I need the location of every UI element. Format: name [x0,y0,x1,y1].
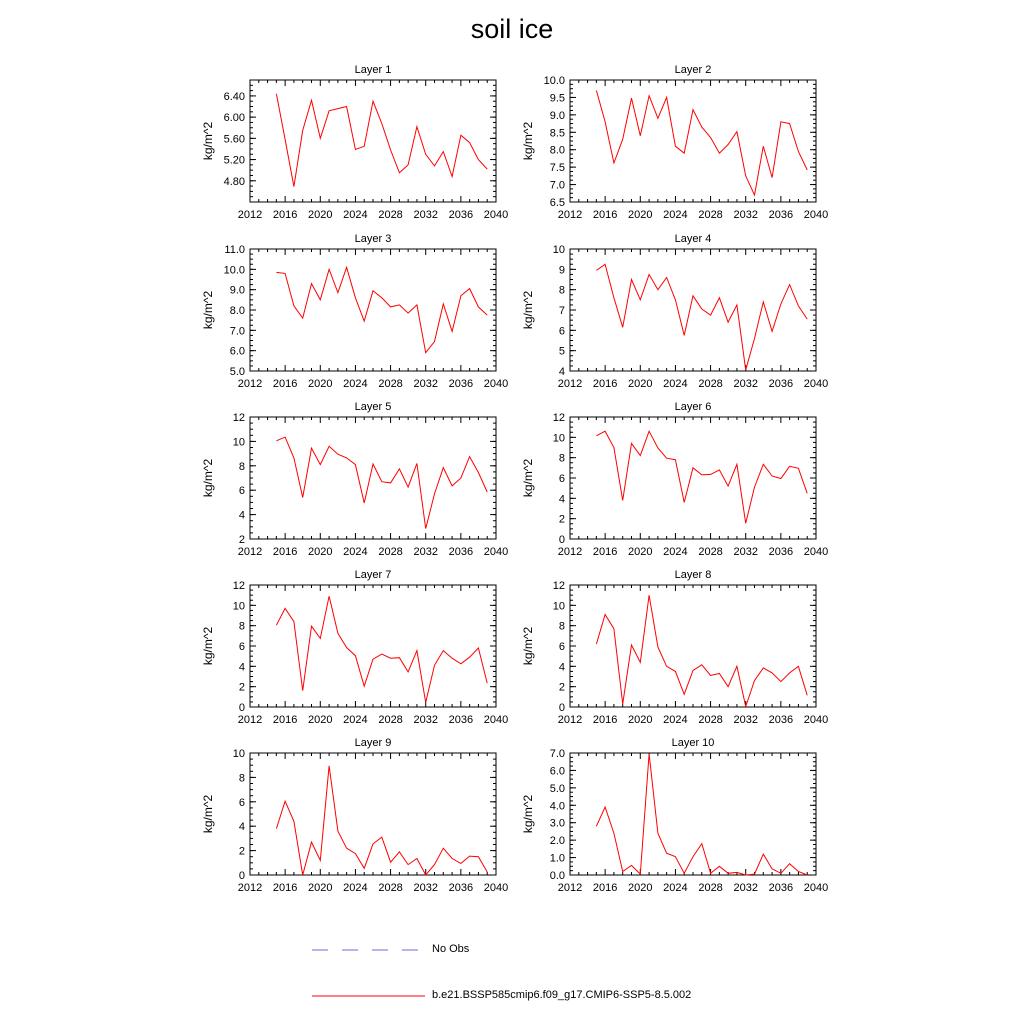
layer-8-series-line [596,595,807,706]
layer-4-xtick-label: 2024 [663,378,688,390]
layer-4-xtick-label: 2040 [803,378,829,390]
layer-2-ylabel: kg/m^2 [521,121,535,161]
layer-1-panel [201,64,508,221]
layer-8-ytick-label: 4 [558,661,565,674]
layer-10-xtick-label: 2036 [768,882,794,894]
layer-1-xtick-label: 2020 [308,209,333,221]
layer-3-xtick-label: 2012 [237,378,263,390]
layer-3-ytick-label: 8.0 [229,305,245,317]
layer-1-ytick-label: 5.60 [223,133,245,146]
layer-5-xtick-label: 2016 [272,546,298,558]
layer-6-xtick-label: 2024 [663,546,688,558]
layer-9-ylabel: kg/m^2 [201,794,215,834]
layer-1-series-line [276,94,487,187]
layer-8-title: Layer 8 [674,569,712,581]
layer-5-ylabel: kg/m^2 [201,458,215,498]
layer-10-panel [521,737,828,894]
layer-2-xtick-label: 2020 [628,209,653,221]
layer-2-title: Layer 2 [674,64,712,76]
layer-4-panel [521,233,828,390]
legend-no-obs [0,940,1024,960]
layer-1-xtick-label: 2028 [378,209,403,221]
layer-4-xtick-label: 2032 [733,378,758,390]
layer-7-ytick-label: 4 [238,661,245,674]
layer-10-ytick-label: 6.0 [549,765,565,778]
layer-3-ylabel: kg/m^2 [201,290,215,330]
layer-4-title: Layer 4 [674,233,712,245]
layer-3-ytick-label: 10.0 [223,264,245,277]
layer-7-xtick-label: 2028 [378,714,403,726]
layer-3-series-line [276,267,487,352]
layer-6-ytick-label: 4 [558,493,565,506]
layer-6-xtick-label: 2040 [803,546,829,558]
layer-5-title: Layer 5 [354,401,392,413]
layer-7-xtick-label: 2016 [272,714,298,726]
layer-10-ytick-label: 4.0 [549,800,565,813]
layer-9-xtick-label: 2020 [308,882,333,894]
layer-4-xtick-label: 2020 [628,378,653,390]
layer-7-xtick-label: 2024 [343,714,368,726]
layer-3-panel [201,233,508,390]
layer-9-ytick-label: 10 [232,748,245,760]
layer-2-ytick-label: 8.0 [549,144,565,157]
layer-4-ytick-label: 9 [558,264,565,277]
layer-6-ytick-label: 2 [558,513,565,526]
layer-3-xtick-label: 2036 [448,378,474,390]
layer-1-ytick-label: 4.80 [223,175,245,188]
layer-7-series-line [276,596,487,702]
layer-10-ytick-label: 7.0 [549,748,565,760]
layer-1-xtick-label: 2024 [343,209,368,221]
layer-10-xtick-label: 2020 [628,882,653,894]
layer-5-ytick-label: 6 [238,485,245,498]
layer-10-title: Layer 10 [671,737,715,749]
layer-3-ytick-label: 11.0 [224,244,245,256]
layer-10-xtick-label: 2012 [557,882,583,894]
layer-6-ylabel: kg/m^2 [521,458,535,498]
layer-7-ytick-label: 0 [238,702,245,714]
layer-6-title: Layer 6 [674,401,712,413]
layer-5-xtick-label: 2032 [413,546,438,558]
layer-5-xtick-label: 2028 [378,546,403,558]
layer-7-ylabel: kg/m^2 [201,626,215,666]
layer-8-xtick-label: 2012 [557,714,583,726]
layer-7-ytick-label: 8 [238,620,245,633]
layer-3-ytick-label: 9.0 [229,284,245,297]
layer-6-ytick-label: 0 [558,534,565,546]
layer-7-plot-frame [250,585,496,707]
layer-10-ytick-label: 0.0 [549,870,565,882]
layer-2-xtick-label: 2012 [557,209,583,221]
layer-1-xtick-label: 2012 [237,209,263,221]
layer-8-xtick-label: 2020 [628,714,653,726]
layer-4-xtick-label: 2028 [698,378,723,390]
layer-6-ytick-label: 8 [558,452,565,465]
layer-8-ylabel: kg/m^2 [521,626,535,666]
layer-5-panel [201,401,508,558]
layer-2-ytick-label: 9.0 [549,109,565,122]
layer-1-xtick-label: 2032 [413,209,438,221]
layer-8-ytick-label: 10 [552,600,565,613]
layer-8-xtick-label: 2032 [733,714,758,726]
layer-4-xtick-label: 2012 [557,378,583,390]
layer-3-ytick-label: 5.0 [229,366,245,378]
layer-8-ytick-label: 2 [558,681,565,694]
layer-1-ylabel: kg/m^2 [201,121,215,161]
layer-1-xtick-label: 2040 [483,209,509,221]
layer-1-title: Layer 1 [354,64,392,76]
layer-9-ytick-label: 8 [238,772,245,785]
layer-6-xtick-label: 2036 [768,546,794,558]
layer-5-xtick-label: 2040 [483,546,509,558]
layer-2-ytick-label: 7.5 [549,162,565,175]
layer-4-ytick-label: 4 [558,366,565,378]
layer-2-xtick-label: 2024 [663,209,688,221]
layer-2-panel [521,64,828,221]
layer-7-title: Layer 7 [354,569,392,581]
legend-model-run-label: b.e21.BSSP585cmip6.f09_g17.CMIP6-SSP5-8.5.002 [432,989,692,1001]
layer-10-ytick-label: 5.0 [549,782,565,795]
layer-10-ytick-label: 1.0 [549,852,565,865]
layer-9-xtick-label: 2024 [343,882,368,894]
layer-6-xtick-label: 2012 [557,546,583,558]
layer-6-xtick-label: 2032 [733,546,758,558]
layer-7-ytick-label: 12 [232,580,245,592]
layer-10-series-line [596,754,807,875]
layer-10-xtick-label: 2032 [733,882,758,894]
layer-9-ytick-label: 4 [238,821,245,834]
layer-10-xtick-label: 2024 [663,882,688,894]
layer-9-title: Layer 9 [354,737,392,749]
layer-3-xtick-label: 2016 [272,378,298,390]
layer-1-ytick-label: 6.00 [223,112,245,125]
layer-6-ytick-label: 12 [552,412,565,424]
layer-2-xtick-label: 2016 [592,209,618,221]
layer-2-xtick-label: 2036 [768,209,794,221]
layer-3-ytick-label: 6.0 [229,345,245,358]
layer-10-ytick-label: 3.0 [549,817,565,830]
layer-10-ytick-label: 2.0 [549,835,565,848]
layer-6-series-line [596,431,807,523]
layer-7-xtick-label: 2012 [237,714,263,726]
layer-5-xtick-label: 2020 [308,546,333,558]
layer-4-ytick-label: 10 [552,244,565,256]
layer-5-plot-frame [250,417,496,539]
layer-8-ytick-label: 0 [558,702,565,714]
layer-8-ytick-label: 8 [558,620,565,633]
layer-9-xtick-label: 2040 [483,882,509,894]
layer-7-xtick-label: 2036 [448,714,474,726]
legend-no-obs-label: No Obs [432,943,470,955]
layer-2-ytick-label: 7.0 [549,179,565,192]
layer-8-ytick-label: 12 [552,580,565,592]
layer-8-xtick-label: 2028 [698,714,723,726]
layer-2-plot-frame [570,80,816,202]
figure-title: soil ice [470,14,554,44]
layer-9-panel [201,737,508,894]
layer-5-xtick-label: 2012 [237,546,263,558]
layer-3-title: Layer 3 [354,233,392,245]
layer-9-xtick-label: 2032 [413,882,438,894]
layer-9-ytick-label: 6 [238,796,245,809]
layer-6-panel [521,401,828,558]
layer-2-xtick-label: 2032 [733,209,758,221]
layer-10-xtick-label: 2040 [803,882,829,894]
layer-4-series-line [596,264,807,370]
layer-6-xtick-label: 2016 [592,546,618,558]
layer-9-xtick-label: 2028 [378,882,403,894]
layer-1-ytick-label: 5.20 [223,154,245,167]
layer-8-ytick-label: 6 [558,641,565,653]
layer-2-ytick-label: 10.0 [543,75,565,87]
layer-10-xtick-label: 2028 [698,882,723,894]
legend-no-obs-line [312,940,422,960]
layer-3-xtick-label: 2028 [378,378,403,390]
layer-5-xtick-label: 2036 [448,546,474,558]
layer-6-ytick-label: 6 [558,473,565,485]
layer-3-xtick-label: 2024 [343,378,368,390]
layer-10-ylabel: kg/m^2 [521,794,535,834]
layer-9-xtick-label: 2036 [448,882,474,894]
layer-7-xtick-label: 2020 [308,714,333,726]
layer-9-plot-frame [250,753,496,875]
layer-5-ytick-label: 4 [238,509,245,522]
layer-4-ytick-label: 6 [558,325,565,338]
layer-5-ytick-label: 2 [238,534,245,546]
layer-2-series-line [596,91,807,196]
layer-8-xtick-label: 2024 [663,714,688,726]
layer-7-ytick-label: 6 [238,641,245,653]
layer-1-xtick-label: 2016 [272,209,298,221]
layer-2-ytick-label: 8.5 [549,127,565,140]
layer-7-ytick-label: 10 [232,600,245,613]
layer-8-xtick-label: 2040 [803,714,829,726]
layer-7-ytick-label: 2 [238,681,245,694]
layer-10-xtick-label: 2016 [592,882,618,894]
layer-3-xtick-label: 2020 [308,378,333,390]
layer-2-xtick-label: 2040 [803,209,829,221]
layer-3-xtick-label: 2040 [483,378,509,390]
layer-5-xtick-label: 2024 [343,546,368,558]
layer-8-xtick-label: 2016 [592,714,618,726]
layer-1-ytick-label: 6.40 [223,90,245,103]
layer-9-series-line [276,766,487,875]
layer-6-xtick-label: 2028 [698,546,723,558]
layer-4-xtick-label: 2016 [592,378,618,390]
layer-2-ytick-label: 9.5 [549,92,565,105]
layer-4-ylabel: kg/m^2 [521,290,535,330]
layer-6-xtick-label: 2020 [628,546,653,558]
layer-5-series-line [276,437,487,528]
layer-8-plot-frame [570,585,816,707]
layer-9-ytick-label: 0 [238,870,245,882]
layer-2-ytick-label: 6.5 [549,197,565,209]
layer-4-ytick-label: 7 [558,305,565,317]
layer-7-xtick-label: 2032 [413,714,438,726]
layer-1-xtick-label: 2036 [448,209,474,221]
layer-5-ytick-label: 10 [232,436,245,449]
layer-8-xtick-label: 2036 [768,714,794,726]
layer-7-xtick-label: 2040 [483,714,509,726]
layer-8-panel [521,569,828,726]
layer-3-ytick-label: 7.0 [229,325,245,338]
layer-7-panel [201,569,508,726]
layer-5-ytick-label: 12 [232,412,245,424]
layer-1-plot-frame [250,80,496,202]
layer-9-xtick-label: 2016 [272,882,298,894]
layer-4-ytick-label: 8 [558,284,565,297]
layer-2-xtick-label: 2028 [698,209,723,221]
layer-9-xtick-label: 2012 [237,882,263,894]
layer-9-ytick-label: 2 [238,845,245,858]
layer-6-ytick-label: 10 [552,432,565,445]
legend-model-run [0,986,1024,1006]
layer-5-ytick-label: 8 [238,460,245,473]
layer-3-xtick-label: 2032 [413,378,438,390]
layer-4-ytick-label: 5 [558,345,565,358]
layer-3-plot-frame [250,249,496,371]
legend-model-run-line [312,986,427,1006]
layer-4-xtick-label: 2036 [768,378,794,390]
